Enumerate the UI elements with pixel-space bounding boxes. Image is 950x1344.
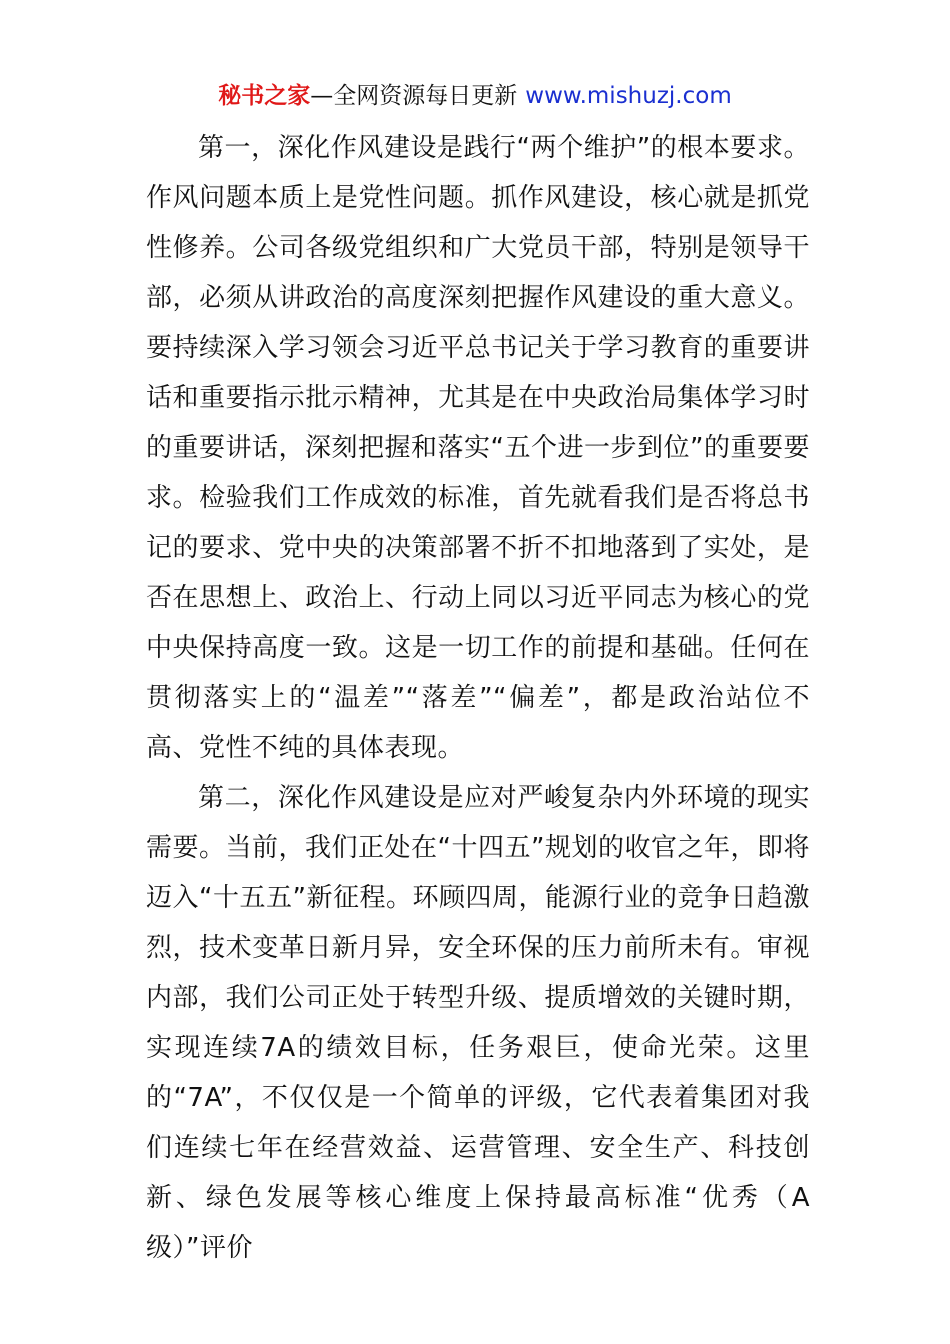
- paragraph-second: 第二，深化作风建设是应对严峻复杂内外环境的现实需要。当前，我们正处在“十四五”规划的收官之年，即将迈入“十五五”新征程。环顾四周，能源行业的竞争日趋激烈，技术变革日新月异，安全环保的压力前所未有。审视内部，我们公司正处于转型升级、提质增效的关键时期，实现连续7A的绩效目标，任务艰巨，使命光荣。这里的“7A”，不仅仅是一个简单的评级，它代表着集团对我们连续七年在经营效益、运营管理、安全生产、科技创新、绿色发展等核心维度上保持最高标准“优秀（A级）”评价: [146, 783, 810, 1263]
- site-header: [0, 80, 950, 112]
- paragraph-first: 第一，深化作风建设是践行“两个维护”的根本要求。作风问题本质上是党性问题。抓作风建设，核心就是抓党性修养。公司各级党组织和广大党员干部，特别是领导干部，必须从讲政治的高度深刻把握作风建设的重大意义。要持续深入学习领会习近平总书记关于学习教育的重要讲话和重要指示批示精神，尤其是在中央政治局集体学习时的重要讲话，深刻把握和落实“五个进一步到位”的重要要求。检验我们工作成效的标准，首先就看我们是否将总书记的要求、党中央的决策部署不折不扣地落到了实处，是否在思想上、政治上、行动上同以习近平同志为核心的党中央保持高度一致。这是一切工作的前提和基础。任何在贯彻落实上的“温差”“落差”“偏差”，都是政治站位不高、党性不纯的具体表现。: [146, 133, 810, 763]
- site-brand: 秘书之家: [218, 83, 311, 109]
- document-body: [146, 123, 810, 1273]
- site-url-link[interactable]: www.mishuzj.com: [525, 83, 732, 109]
- site-tagline: —全网资源每日更新: [310, 83, 518, 109]
